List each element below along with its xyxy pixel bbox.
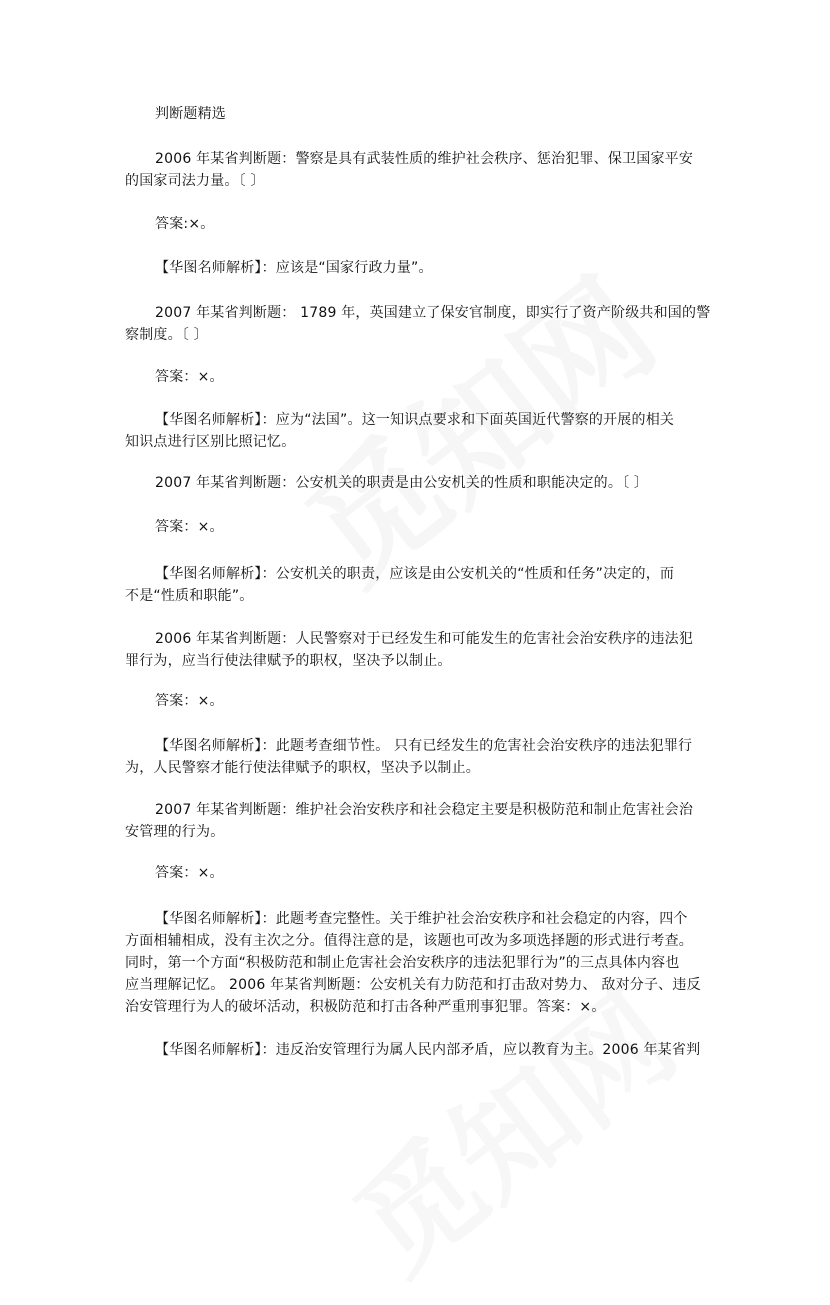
- answer-paragraph: 答案：×。: [155, 865, 224, 881]
- question-paragraph: 2006 年某省判断题：警察是具有武装性质的维护社会秩序、惩治犯罪、保卫国家平安 的国家司法力量。〔 〕: [125, 151, 694, 189]
- analysis-paragraph: 【华图名师解析】：此题考查细节性。 只有已经发生的危害社会治安秩序的违法犯罪行 为，人民警察才能行使法律赋予的职权，坚决予以制止。: [125, 738, 693, 776]
- analysis-paragraph: 【华图名师解析】：此题考查完整性。关于维护社会治安秩序和社会稳定的内容，四个 方面相辅相成，没有主次之分。值得注意的是，该题也可改为多项选择题的形式进行考查。 同时，第一个方面“积极防范和制止危害社会治安秩序的违法犯罪行为”的三点具体内容也 应当理解记忆。 2006 年某省判断题：公安机关有力防范和打击敌对势力、 敌对分子、违反 治安管理行为人的破坏活动，积极防范和打击各种严重刑事犯罪。答案：×。: [125, 911, 701, 1015]
- question-paragraph: 2007 年某省判断题：维护社会治安秩序和社会稳定主要是积极防范和制止危害社会治 安管理的行为。: [125, 802, 694, 840]
- analysis-paragraph: 【华图名师解析】：应为“法国”。这一知识点要求和下面英国近代警察的开展的相关 知识点进行区别比照记忆。: [125, 412, 675, 450]
- document-title: 判断题精选: [155, 106, 226, 122]
- analysis-paragraph: 【华图名师解析】：应该是“国家行政力量”。: [155, 260, 433, 276]
- question-paragraph: 2007 年某省判断题：公安机关的职责是由公安机关的性质和职能决定的。〔 〕: [155, 475, 649, 491]
- answer-paragraph: 答案：×。: [155, 519, 224, 535]
- analysis-paragraph: 【华图名师解析】：违反治安管理行为属人民内部矛盾，应以教育为主。2006 年某省判: [155, 1042, 701, 1058]
- question-paragraph: 2007 年某省判断题： 1789 年，英国建立了保安官制度，即实行了资产阶级共和国的警 察制度。〔 〕: [125, 305, 711, 343]
- answer-paragraph: 答案：×。: [155, 369, 224, 385]
- answer-paragraph: 答案:×。: [155, 216, 215, 232]
- answer-paragraph: 答案：×。: [155, 693, 224, 709]
- analysis-paragraph: 【华图名师解析】：公安机关的职责，应该是由公安机关的“性质和任务”决定的，而 不是“性质和职能”。: [125, 566, 675, 604]
- question-paragraph: 2006 年某省判断题：人民警察对于已经发生和可能发生的危害社会治安秩序的违法犯 罪行为，应当行使法律赋予的职权，坚决予以制止。: [125, 631, 694, 669]
